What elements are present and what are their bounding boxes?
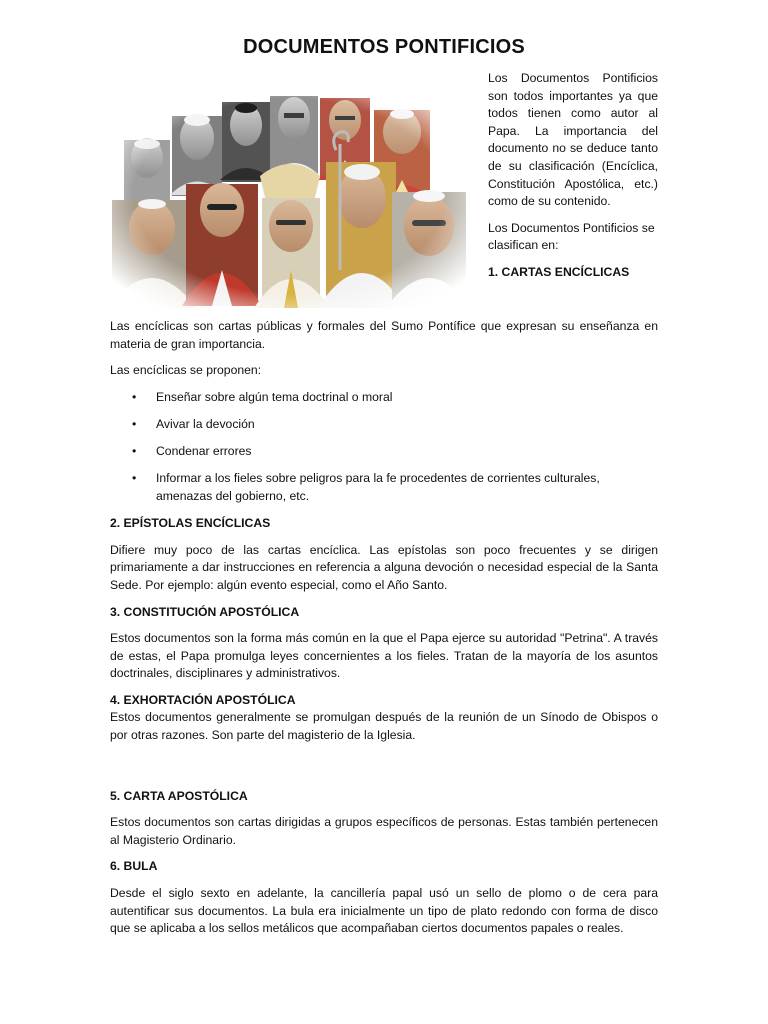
list-item: • Condenar errores [156,443,658,461]
section6-paragraph: Desde el siglo sexto en adelante, la cancillería papal usó un sello de plomo o de cera para autentificar sus documentos. La bula era inicialmente un tipo de plato redondo con forma de disco que se aplicaba a los sellos metálicos que acompañaban ciertos documentos papales o reales. [110,886,658,936]
intro-paragraph-2: Los Documentos Pontificios se clasifican en: [488,220,655,253]
section4-paragraph: Estos documentos generalmente se promulgan después de la reunión de un Sínodo de Obispos o por otras razones. Son parte del magisterio de la Iglesia. [110,710,658,743]
popes-collage-image [104,80,474,312]
document-body [110,70,658,947]
section1-paragraph-1: Las encíclicas son cartas públicas y formales del Sumo Pontífice que expresan su enseñanza en materia de gran importancia. [110,319,658,351]
spacer [110,754,658,788]
intro-column [488,70,658,312]
section-heading-2: 2. EPÍSTOLAS ENCÍCLICAS [110,516,271,531]
section5-paragraph: Estos documentos son cartas dirigidas a grupos específicos de personas. Estas también pertenecen al Magisterio Ordinario. [110,815,658,847]
section3-paragraph: Estos documentos son la forma más común en la que el Papa ejerce su autoridad "Petrina". A través de estas, el Papa promulga leyes concernientes a los fieles. Tratan de la mayoría de los asuntos doctrinales, disciplinares y administrativos. [110,631,658,681]
intro-row [110,70,658,312]
section-heading-1: 1. CARTAS ENCÍCLICAS [488,264,630,279]
section-heading-5: 5. CARTA APOSTÓLICA [110,788,248,803]
encyclical-purposes-list [110,389,658,506]
list-item: • Avivar la devoción [156,416,658,434]
section2-paragraph: Difiere muy poco de las cartas encíclica. Las epístolas son poco frecuentes y se dirigen primariamente a dar instrucciones en referencia a alguna devoción o necesidad especial de la Santa Sede. Por ejemplo: algún evento especial, como el Año Santo. [110,542,658,592]
section1-paragraph-2: Las encíclicas se proponen: [110,363,262,378]
section-heading-4: 4. EXHORTACIÓN APOSTÓLICA [110,692,296,707]
section-heading-3: 3. CONSTITUCIÓN APOSTÓLICA [110,604,300,619]
section-heading-6: 6. BULA [110,859,158,874]
list-item: • Informar a los fieles sobre peligros para la fe procedentes de corrientes culturales, amenazas del gobierno, etc. [156,470,658,505]
list-item: • Enseñar sobre algún tema doctrinal o moral [156,389,658,407]
page-title: DOCUMENTOS PONTIFICIOS [243,36,525,58]
intro-paragraph-1: Los Documentos Pontificios son todos importantes ya que todos tienen como autor al Papa. La importancia del documento no se deduce tanto de su clasificación (Encíclica, Constitución Apostólica, etc.) como de su contenido. [488,71,658,209]
